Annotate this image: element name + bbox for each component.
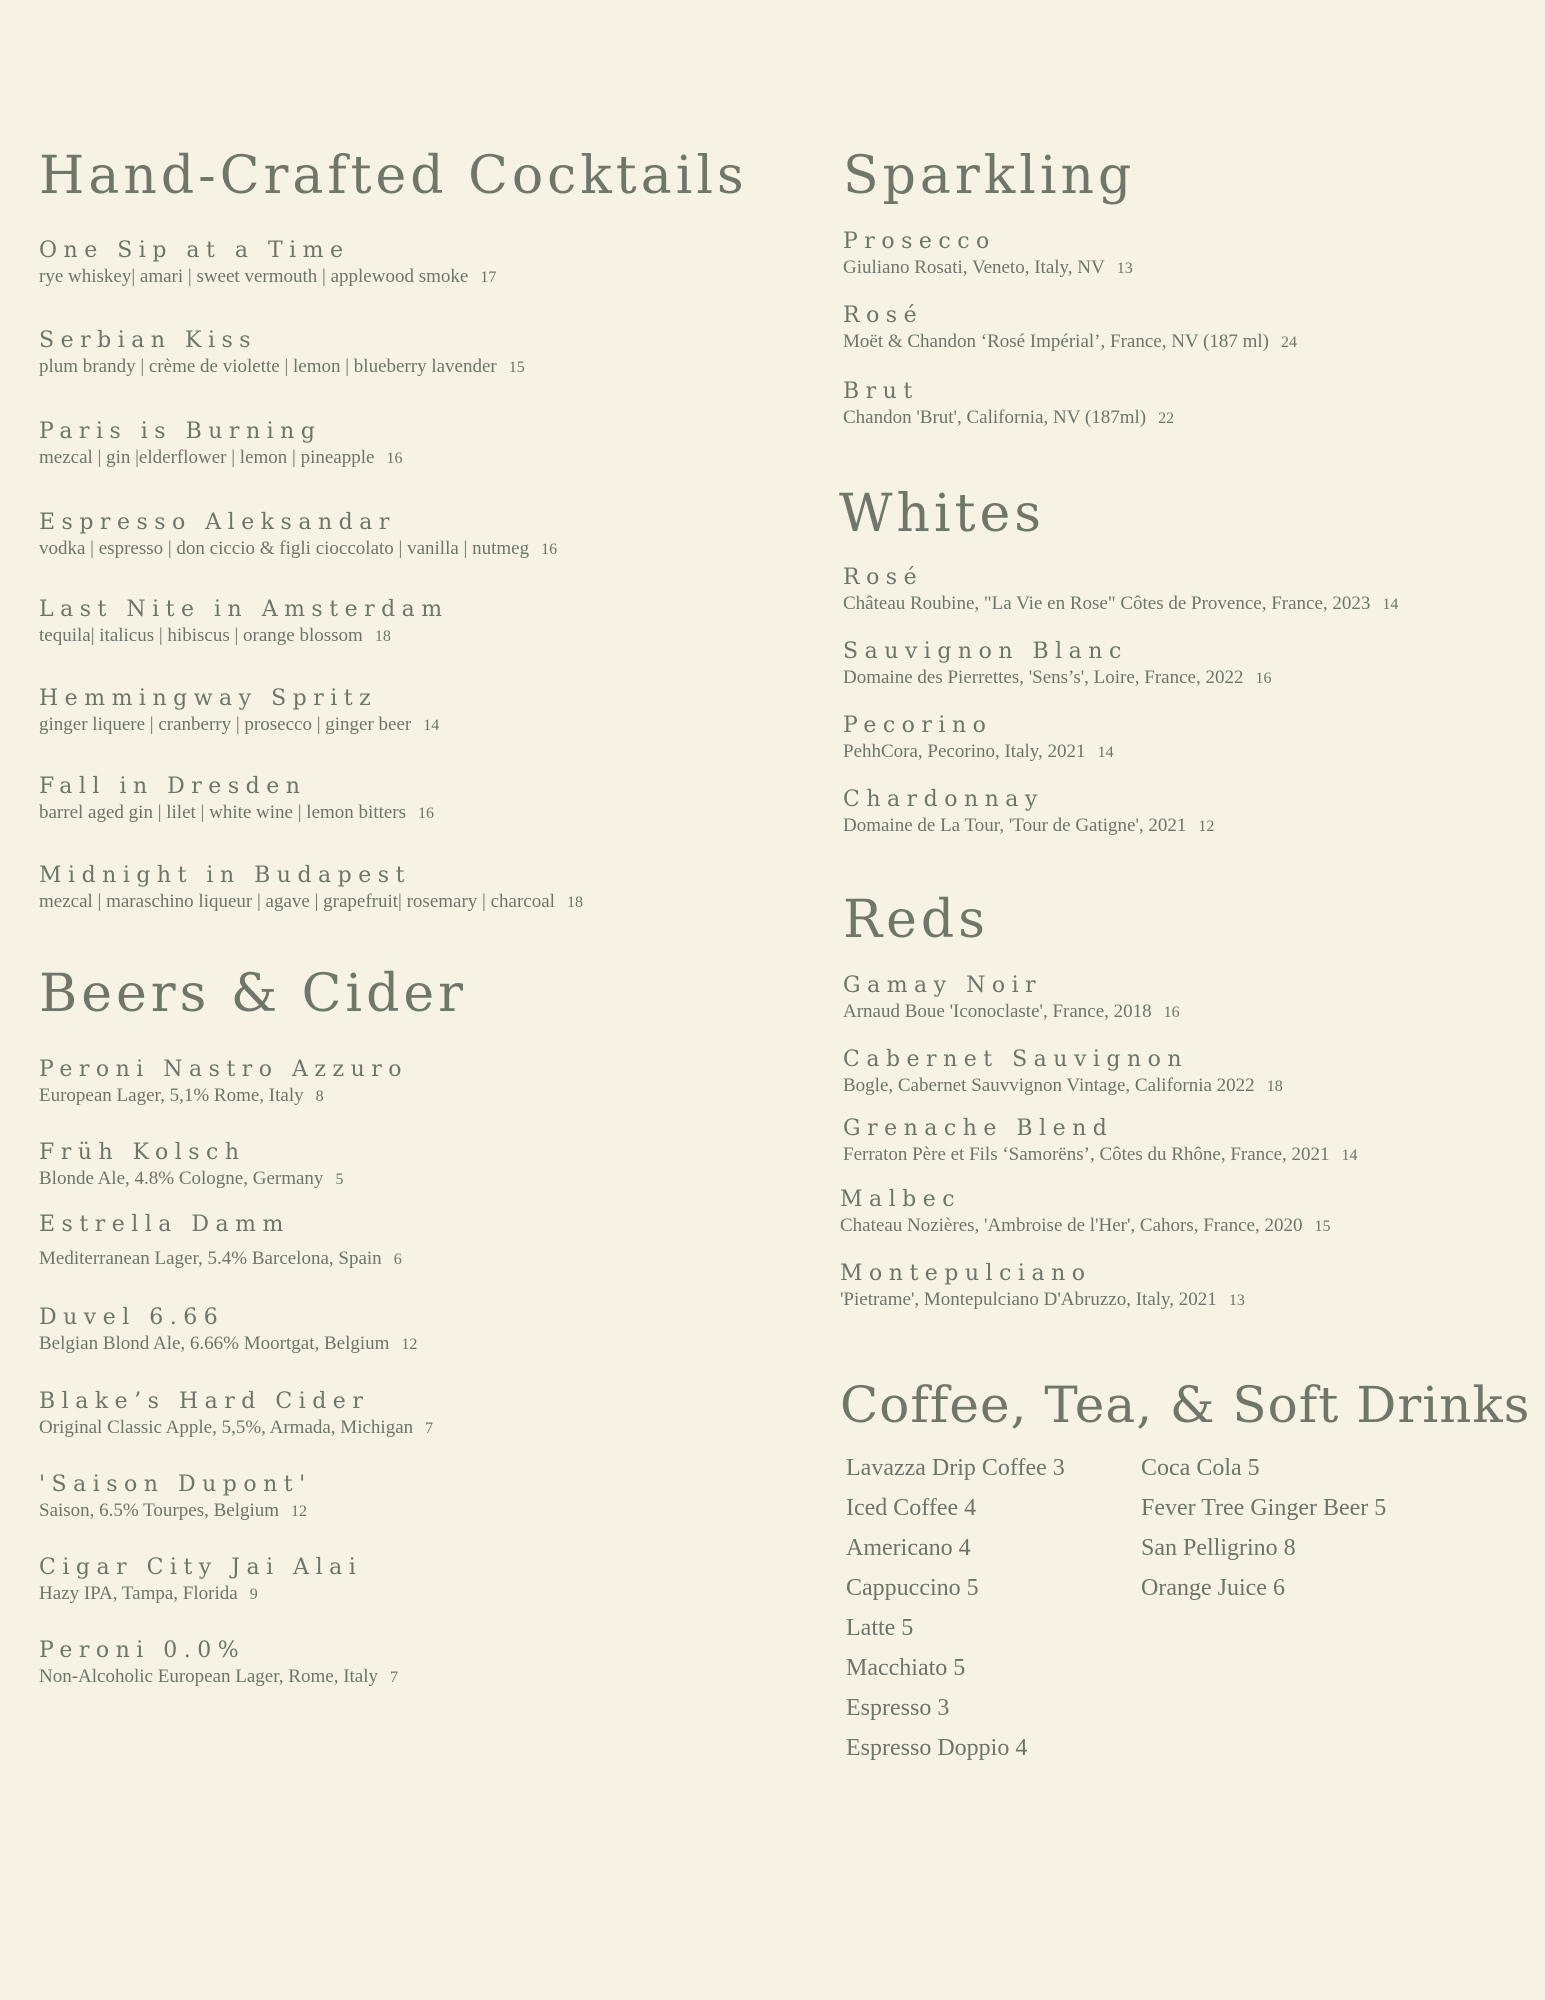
item-name: Duvel 6.66 (39, 1305, 225, 1330)
item-price: 17 (480, 269, 497, 286)
beer-item (39, 1139, 343, 1191)
drink-item: Latte 5 (846, 1615, 914, 1641)
cocktail-item (39, 237, 496, 289)
beer-item (39, 1471, 312, 1523)
item-desc: 'Pietrame', Montepulciano D'Abruzzo, Italy, 2021 (840, 1289, 1217, 1310)
item-name: Pecorino (843, 713, 993, 738)
item-name: Montepulciano (840, 1261, 1092, 1286)
item-name: Cigar City Jai Alai (39, 1555, 363, 1580)
item-price: 24 (1281, 334, 1298, 351)
item-name: Grenache Blend (843, 1116, 1114, 1141)
item-price: 18 (566, 894, 583, 911)
drink-item: Espresso 3 (846, 1695, 950, 1721)
cocktail-item (39, 773, 434, 825)
item-desc: PehhCora, Pecorino, Italy, 2021 (843, 741, 1086, 762)
cocktail-item (39, 509, 557, 561)
item-desc: Moët & Chandon ‘Rosé Impérial’, France, NV (187 ml) (843, 331, 1270, 352)
drink-item: Iced Coffee 4 (846, 1495, 977, 1521)
item-price: 16 (541, 541, 558, 558)
item-price: 13 (1228, 1292, 1245, 1309)
cocktails-title: Hand-Crafted Cocktails (39, 146, 748, 206)
item-name: Sauvignon Blanc (843, 639, 1128, 664)
item-price: 6 (393, 1251, 402, 1268)
item-price: 8 (315, 1088, 324, 1105)
item-price: 9 (249, 1586, 258, 1603)
sparkling-item (843, 302, 1297, 354)
item-name: Rosé (843, 303, 924, 328)
drink-item: Coca Cola 5 (1141, 1455, 1260, 1481)
red-item (843, 972, 1180, 1024)
item-desc: Saison, 6.5% Tourpes, Belgium (39, 1500, 280, 1521)
cocktail-item (39, 327, 525, 379)
red-item (843, 1115, 1358, 1167)
item-desc: vodka | espresso | don ciccio & figli cioccolato | vanilla | nutmeg (39, 538, 530, 559)
drink-item: Americano 4 (846, 1535, 971, 1561)
item-price: 18 (374, 628, 391, 645)
item-price: 7 (425, 1420, 434, 1437)
beer-item (39, 1211, 402, 1271)
item-price: 13 (1116, 260, 1133, 277)
item-desc: Domaine des Pierrettes, 'Sens’s', Loire, France, 2022 (843, 667, 1244, 688)
cocktail-item (39, 596, 449, 648)
item-name: Paris is Burning (39, 419, 322, 444)
item-name: Cabernet Sauvignon (843, 1047, 1189, 1072)
item-price: 12 (401, 1336, 418, 1353)
red-item (840, 1186, 1330, 1238)
sparkling-title: Sparkling (843, 146, 1136, 206)
item-desc: Château Roubine, "La Vie en Rose" Côtes de Provence, France, 2023 (843, 593, 1371, 614)
item-desc: Chandon 'Brut', California, NV (187ml) (843, 407, 1147, 428)
drink-item: Fever Tree Ginger Beer 5 (1141, 1495, 1387, 1521)
white-item (843, 564, 1398, 616)
drink-item: Cappuccino 5 (846, 1575, 979, 1601)
drink-item: Macchiato 5 (846, 1655, 966, 1681)
white-item (843, 712, 1114, 764)
item-name: Blake’s Hard Cider (39, 1389, 370, 1414)
item-name: Peroni 0.0% (39, 1638, 246, 1663)
item-price: 12 (1198, 818, 1215, 835)
sparkling-item (843, 228, 1133, 280)
cocktail-item (39, 862, 583, 914)
item-desc: Giuliano Rosati, Veneto, Italy, NV (843, 257, 1105, 278)
item-name: Gamay Noir (843, 973, 1043, 998)
red-item (843, 1046, 1283, 1098)
item-price: 15 (508, 359, 525, 376)
item-price: 16 (1163, 1004, 1180, 1021)
soft-drink-list (1141, 1448, 1386, 1608)
whites-title: Whites (839, 484, 1045, 544)
item-desc: Mediterranean Lager, 5.4% Barcelona, Spain (39, 1248, 382, 1269)
item-price: 22 (1158, 410, 1175, 427)
item-price: 14 (1341, 1147, 1358, 1164)
drink-item: Lavazza Drip Coffee 3 (846, 1455, 1065, 1481)
item-price: 14 (423, 717, 440, 734)
item-price: 14 (1382, 596, 1399, 613)
item-name: Brut (843, 379, 919, 404)
item-desc: mezcal | gin |elderflower | lemon | pineapple (39, 447, 375, 468)
red-item (840, 1260, 1245, 1312)
item-desc: Chateau Nozières, 'Ambroise de l'Her', Cahors, France, 2020 (840, 1215, 1303, 1236)
drink-item: Espresso Doppio 4 (846, 1735, 1028, 1761)
item-name: 'Saison Dupont' (39, 1472, 312, 1497)
item-desc: ginger liquere | cranberry | prosecco | ginger beer (39, 714, 412, 735)
item-desc: mezcal | maraschino liqueur | agave | grapefruit| rosemary | charcoal (39, 891, 555, 912)
beer-item (39, 1304, 417, 1356)
item-price: 5 (335, 1171, 344, 1188)
item-name: Chardonnay (843, 787, 1044, 812)
drink-item: San Pelligrino 8 (1141, 1535, 1296, 1561)
item-desc: Hazy IPA, Tampa, Florida (39, 1583, 238, 1604)
item-desc: Belgian Blond Ale, 6.66% Moortgat, Belgium (39, 1333, 390, 1354)
beer-item (39, 1388, 433, 1440)
item-price: 14 (1097, 744, 1114, 761)
item-price: 12 (291, 1503, 308, 1520)
item-name: One Sip at a Time (39, 238, 350, 263)
item-desc: Arnaud Boue 'Iconoclaste', France, 2018 (843, 1001, 1152, 1022)
item-desc: barrel aged gin | lilet | white wine | lemon bitters (39, 802, 407, 823)
white-item (843, 786, 1214, 838)
reds-title: Reds (843, 890, 989, 950)
item-price: 16 (418, 805, 435, 822)
item-desc: plum brandy | crème de violette | lemon | blueberry lavender (39, 356, 497, 377)
item-desc: Blonde Ale, 4.8% Cologne, Germany (39, 1168, 324, 1189)
item-name: Espresso Aleksandar (39, 510, 396, 535)
item-name: Prosecco (843, 229, 996, 254)
item-desc: Original Classic Apple, 5,5%, Armada, Michigan (39, 1417, 414, 1438)
item-desc: European Lager, 5,1% Rome, Italy (39, 1085, 304, 1106)
item-name: Rosé (843, 565, 924, 590)
item-name: Last Nite in Amsterdam (39, 597, 449, 622)
item-name: Malbec (840, 1187, 962, 1212)
soft-drinks-title: Coffee, Tea, & Soft Drinks (840, 1376, 1531, 1434)
item-desc: Non-Alcoholic European Lager, Rome, Italy (39, 1666, 379, 1687)
item-name: Serbian Kiss (39, 328, 258, 353)
cocktail-item (39, 418, 402, 470)
item-name: Estrella Damm (39, 1212, 290, 1237)
white-item (843, 638, 1271, 690)
beer-item (39, 1637, 398, 1689)
cocktail-item (39, 685, 439, 737)
sparkling-item (843, 378, 1174, 430)
item-name: Peroni Nastro Azzuro (39, 1057, 409, 1082)
item-desc: Bogle, Cabernet Sauvvignon Vintage, California 2022 (843, 1075, 1255, 1096)
item-desc: Ferraton Père et Fils ‘Samorëns’, Côtes du Rhône, France, 2021 (843, 1144, 1330, 1165)
item-name: Hemmingway Spritz (39, 686, 378, 711)
coffee-list (846, 1448, 1065, 1768)
item-price: 18 (1266, 1078, 1283, 1095)
item-name: Fall in Dresden (39, 774, 307, 799)
item-price: 16 (386, 450, 403, 467)
item-name: Früh Kolsch (39, 1140, 246, 1165)
beer-item (39, 1554, 362, 1606)
item-desc: rye whiskey| amari | sweet vermouth | applewood smoke (39, 266, 469, 287)
drink-item: Orange Juice 6 (1141, 1575, 1285, 1601)
item-price: 15 (1314, 1218, 1331, 1235)
item-price: 16 (1255, 670, 1272, 687)
item-name: Midnight in Budapest (39, 863, 411, 888)
beers-title: Beers & Cider (39, 964, 467, 1024)
item-desc: tequila| italicus | hibiscus | orange blossom (39, 625, 363, 646)
item-desc: Domaine de La Tour, 'Tour de Gatigne', 2021 (843, 815, 1187, 836)
item-price: 7 (390, 1669, 399, 1686)
beer-item (39, 1056, 408, 1108)
